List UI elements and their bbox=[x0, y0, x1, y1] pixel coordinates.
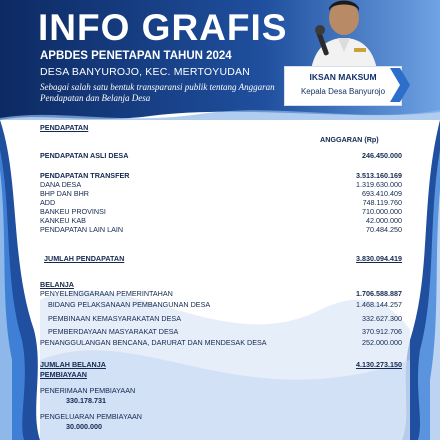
official-role: Kepala Desa Banyurojo bbox=[300, 87, 386, 96]
belanja-item-value: 332.627.300 bbox=[362, 314, 402, 323]
transfer-item-value: 70.484.250 bbox=[366, 225, 402, 234]
subtitle: APBDES PENETAPAN TAHUN 2024 bbox=[40, 50, 232, 62]
belanja-item-value: 370.912.706 bbox=[362, 327, 402, 336]
pendapatan-heading: PENDAPATAN bbox=[40, 123, 89, 132]
tagline: Sebagai salah satu bentuk transparansi publik tentang Anggaran Pendapatan dan Belanja Desa bbox=[40, 82, 275, 103]
belanja-item-label: BIDANG PELAKSANAAN PEMBANGUNAN DESA bbox=[48, 300, 211, 309]
page-title: INFO GRAFIS bbox=[38, 7, 288, 48]
jumlah-pendapatan-value: 3.830.094.419 bbox=[356, 254, 402, 263]
pengeluaran-label: PENGELUARAN PEMBIAYAAN bbox=[40, 412, 142, 421]
transfer-item-value: 748.119.760 bbox=[362, 198, 402, 207]
official-name-card bbox=[284, 66, 402, 106]
transfer-value: 3.513.160.169 bbox=[356, 171, 402, 180]
penerimaan-value: 330.178.731 bbox=[66, 396, 106, 405]
transfer-item-value: 1.319.630.000 bbox=[356, 180, 402, 189]
pad-label: PENDAPATAN ASLI DESA bbox=[40, 151, 129, 160]
transfer-item-label: DANA DESA bbox=[40, 180, 82, 189]
official-name: IKSAN MAKSUM bbox=[309, 72, 377, 82]
jumlah-belanja-label: JUMLAH BELANJA bbox=[40, 360, 106, 369]
belanja-item-label: PEMBINAAN KEMASYARAKATAN DESA bbox=[48, 314, 181, 323]
belanja-item-label: PENANGGULANGAN BENCANA, DARURAT DAN MENDESAK DESA bbox=[40, 338, 267, 347]
transfer-label: PENDAPATAN TRANSFER bbox=[40, 171, 130, 180]
transfer-item-value: 42.000.000 bbox=[366, 216, 402, 225]
belanja-item-label: PEMBERDAYAAN MASYARAKAT DESA bbox=[48, 327, 179, 336]
transfer-item-label: KANKEU KAB bbox=[40, 216, 86, 225]
transfer-item-label: PENDAPATAN LAIN LAIN bbox=[40, 225, 124, 234]
belanja-item-value: 252.000.000 bbox=[362, 338, 402, 347]
belanja-item-value: 1.706.588.887 bbox=[356, 289, 402, 298]
belanja-heading: BELANJA bbox=[40, 280, 74, 289]
anggaran-heading: ANGGARAN (Rp) bbox=[320, 135, 379, 144]
transfer-item-value: 693.410.409 bbox=[362, 189, 402, 198]
belanja-item-value: 1.468.144.257 bbox=[356, 300, 402, 309]
transfer-item-label: BHP DAN BHR bbox=[40, 189, 89, 198]
village-name: DESA BANYUROJO, KEC. MERTOYUDAN bbox=[40, 66, 251, 78]
pengeluaran-value: 30.000.000 bbox=[66, 422, 102, 431]
pembiayaan-heading: PEMBIAYAAN bbox=[40, 370, 87, 379]
jumlah-belanja-value: 4.130.273.150 bbox=[356, 360, 402, 369]
transfer-item-label: BANKEU PROVINSI bbox=[40, 207, 106, 216]
transfer-item-value: 710.000.000 bbox=[362, 207, 402, 216]
jumlah-pendapatan-label: JUMLAH PENDAPATAN bbox=[44, 254, 125, 263]
chevron-right-icon bbox=[388, 66, 412, 104]
transfer-item-label: ADD bbox=[40, 198, 56, 207]
pad-value: 246.450.000 bbox=[362, 151, 402, 160]
penerimaan-label: PENERIMAAN PEMBIAYAAN bbox=[40, 386, 136, 395]
belanja-item-label: PENYELENGGARAAN PEMERINTAHAN bbox=[40, 289, 173, 298]
